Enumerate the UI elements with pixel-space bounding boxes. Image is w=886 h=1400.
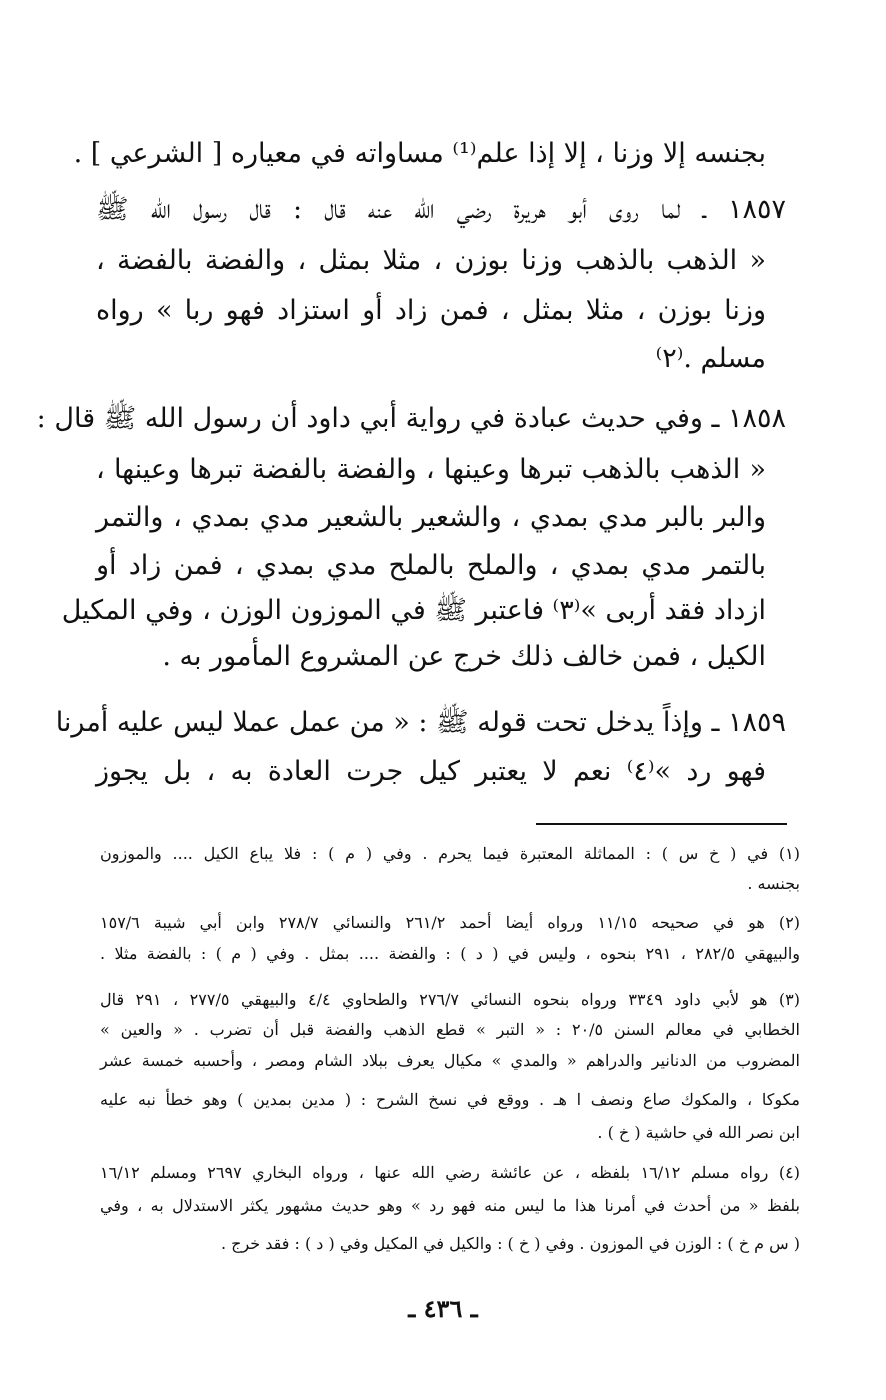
text-line: بالتمر مدي بمدي ، والملح بالملح مدي بمدي ، فمن زاد أو (96, 550, 766, 581)
footnote-line: بلفظ « من أحدث في أمرنا هذا ما ليس منه فهو رد » وهو حديث مشهور يكثر الاستدلال به ، وفي (100, 1196, 801, 1215)
footnote-line: المضروب من الدنانير والدراهم « والمدي » مكيال يعرف ببلاد الشام ومصر ، وأحسبه خمسة عشر (100, 1051, 800, 1070)
footnote-line: ( س م خ ) : الوزن في الموزون . وفي ( خ ) : والكيل في المكيل وفي ( د ) : فقد خرج . (220, 1234, 800, 1253)
footnote-line: (٢) هو في صحيحه ١١/١٥ ورواه أيضا أحمد ٢٦١/٢ والنسائي ٢٧٨/٧ وابن أبي شيبة ١٥٧/٦ (100, 913, 801, 932)
footnote-line: (٣) هو لأبي داود ٣٣٤٩ ورواه بنحوه النسائي ٢٧٦/٧ والطحاوي ٤/٤ والبيهقي ٢٧٧/٥ ، ٢٩١ قال (100, 990, 800, 1009)
text-line: بجنسه إلا وزنا ، إلا إذا علم⁽¹⁾ مساواته في معياره [ الشرعي ] . (73, 138, 766, 169)
footnote-line: الخطابي في معالم السنن ٢٠/٥ : « التبر » قطع الذهب والفضة قبل أن تضرب . « والعين » (100, 1020, 800, 1039)
paragraph-1857-line: ١٨٥٧ ـ لما روى أبو هريرة رضي الله عنه قال : قال رسول الله ﷺ (96, 194, 786, 225)
paragraph-1859-line: ١٨٥٩ ـ وإذاً يدخل تحت قوله ﷺ : « من عمل عملا ليس عليه أمرنا (55, 707, 786, 738)
paragraph-1858-line: ١٨٥٨ ـ وفي حديث عبادة في رواية أبي داود أن رسول الله ﷺ قال : (36, 403, 786, 434)
footnote-line: (٤) رواه مسلم ١٦/١٢ بلفظه ، عن عائشة رضي الله عنها ، ورواه البخاري ٢٦٩٧ ومسلم ١٦/١٢ (100, 1163, 800, 1182)
text-line: « الذهب بالذهب تبرها وعينها ، والفضة بالفضة تبرها وعينها ، (96, 454, 766, 485)
footnote-line: مكوكا ، والمكوك صاع ونصف ا هـ . ووقع في نسخ الشرح : ( مدين بمدين ) وهو خطأ نبه عليه (100, 1090, 800, 1109)
text-line: « الذهب بالذهب وزنا بوزن ، مثلا بمثل ، والفضة بالفضة ، (96, 245, 766, 276)
footnote-line: بجنسه . (747, 874, 800, 893)
footnote-line: (١) في ( خ س ) : المماثلة المعتبرة فيما يحرم . وفي ( م ) : فلا يباع الكيل .... والموزون (100, 844, 801, 863)
page-number: ـ ٤٣٦ ـ (408, 1294, 478, 1323)
text-line: مسلم .⁽٢⁾ (655, 343, 766, 374)
footnote-separator (536, 823, 787, 825)
footnote-line: والبيهقي ٢٨٢/٥ ، ٢٩١ بنحوه ، وليس في ( د ) : والفضة .... بمثل . وفي ( م ) : بالفضة مثلا . (100, 944, 801, 963)
footnote-line: ابن نصر الله في حاشية ( خ ) . (597, 1123, 800, 1142)
text-line: وزنا بوزن ، مثلا بمثل ، فمن زاد أو استزاد فهو ربا » رواه (96, 295, 766, 326)
text-line: والبر بالبر مدي بمدي ، والشعير بالشعير مدي بمدي ، والتمر (96, 502, 766, 533)
text-line: فهو رد »⁽٤⁾ نعم لا يعتبر كيل جرت العادة به ، بل يجوز (96, 756, 766, 787)
text-line: الكيل ، فمن خالف ذلك خرج عن المشروع المأمور به . (162, 641, 766, 672)
text-line: ازداد فقد أربى »⁽٣⁾ فاعتبر ﷺ في الموزون الوزن ، وفي المكيل (61, 595, 766, 626)
